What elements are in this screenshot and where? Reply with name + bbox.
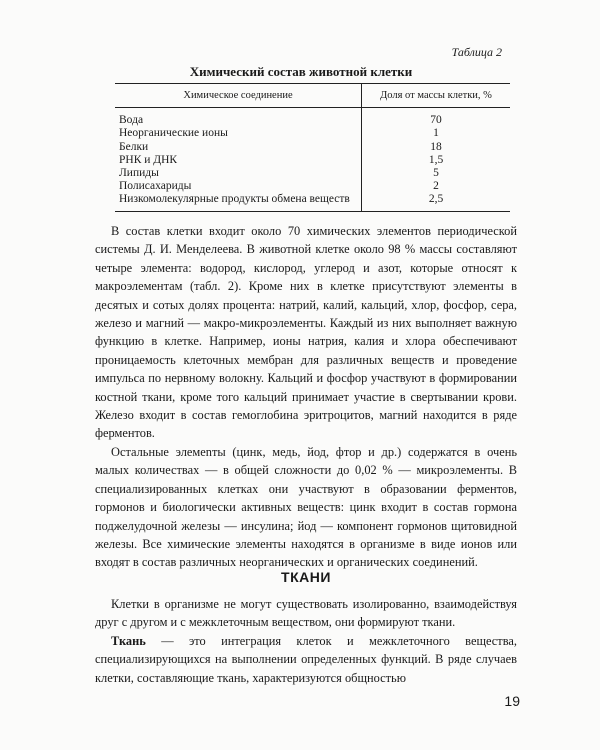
table-cell-compound: Полисахариды	[115, 180, 362, 193]
section-heading: ТКАНИ	[281, 569, 331, 585]
table-row	[115, 193, 510, 211]
table-row	[115, 141, 510, 154]
table-cell-compound: РНК и ДНК	[115, 154, 362, 167]
paragraph-elements-composition: В состав клетки входит около 70 химических элементов периодической системы Д. И. Менделеева. В животной клетке около 98 % массы составляют четыре элемента: водород, кислород, углерод и азот, которые относят к макроэлементам (табл. 2). Кроме них в клетке присутствуют элементы в десятых и сотых долях процента: натрий, калий, кальций, хлор, фосфор, сера, железо и магний — макро-микроэлементы. Каждый из них выполняет важную функцию в клетке. Например, ионы натрия, калия и хлора обеспечивают проницаемость клеточных мембран для различных веществ и проведение импульса по нервному волокну. Кальций и фосфор участвуют в формировании костной ткани, кроме того кальций принимает участие в свертывании крови. Железо входит в состав гемоглобина эритроцитов, магний находится в ряде ферментов.	[95, 224, 517, 441]
chemical-composition-table	[115, 83, 510, 212]
table-cell-share: 2,5	[362, 193, 511, 211]
paragraph-microelements: Остальные элемеnты (цинк, медь, йод, фтор и др.) содержатся в очень малых количествах — в общей сложности до 0,02 % — микроэлементы. В специализированных клетках они участвуют в образовании ферментов, гормонов и биологически активных веществ: цинк входит в состав гормона поджелудочной железы — инсулина; йод — компонент гормонов щитовидной железы. Все химические элементы находятся в организме в виде ионов или входят в состав различных неорганических и органических соединений.	[95, 444, 517, 570]
table-cell-share: 1,5	[428, 153, 444, 166]
table-cell-compound: Низкомолекулярные продукты обмена веществ	[115, 193, 362, 211]
table-cell-compound: Неорганические ионы	[115, 127, 362, 140]
table-cell-share: 18	[430, 140, 442, 153]
table-cell-share: 1	[433, 127, 439, 140]
table-header-compound: Химическое соединение	[115, 84, 362, 108]
table-label: Таблица 2	[451, 45, 502, 59]
table-title: Химический состав животной клетки	[189, 64, 413, 79]
paragraph-tissue-definition	[95, 632, 517, 687]
table-row	[115, 154, 510, 167]
table-row	[115, 180, 510, 193]
table-cell-share: 70	[430, 114, 442, 127]
table-header-row	[115, 84, 510, 108]
table-row	[115, 127, 510, 140]
table-cell-share: 2	[433, 180, 439, 193]
table-cell-share: 5	[433, 167, 439, 180]
table-row	[115, 108, 510, 128]
tissue-definition-text: — это интеграция клеток и межклеточного вещества, специализирующихся на выполнении определенных функций. В ряде случаев клетки, составляющие ткань, характеризуются общностью	[95, 633, 517, 685]
table-cell-compound: Вода	[115, 108, 362, 128]
table-row	[115, 167, 510, 180]
body-text-tissues	[95, 595, 517, 687]
table-cell-compound: Липиды	[115, 167, 362, 180]
page-number: 19	[504, 693, 520, 709]
table-cell-compound: Белки	[115, 141, 362, 154]
paragraph-tissues-intro: Клетки в организме не могут существовать изолированно, взаимодействуя друг с другом и с межклеточным веществом, они формируют ткани.	[95, 597, 517, 630]
body-text-elements	[95, 222, 517, 572]
term-tissue: Ткань	[111, 633, 146, 648]
table-header-share: Доля от массы клетки, %	[362, 84, 511, 108]
